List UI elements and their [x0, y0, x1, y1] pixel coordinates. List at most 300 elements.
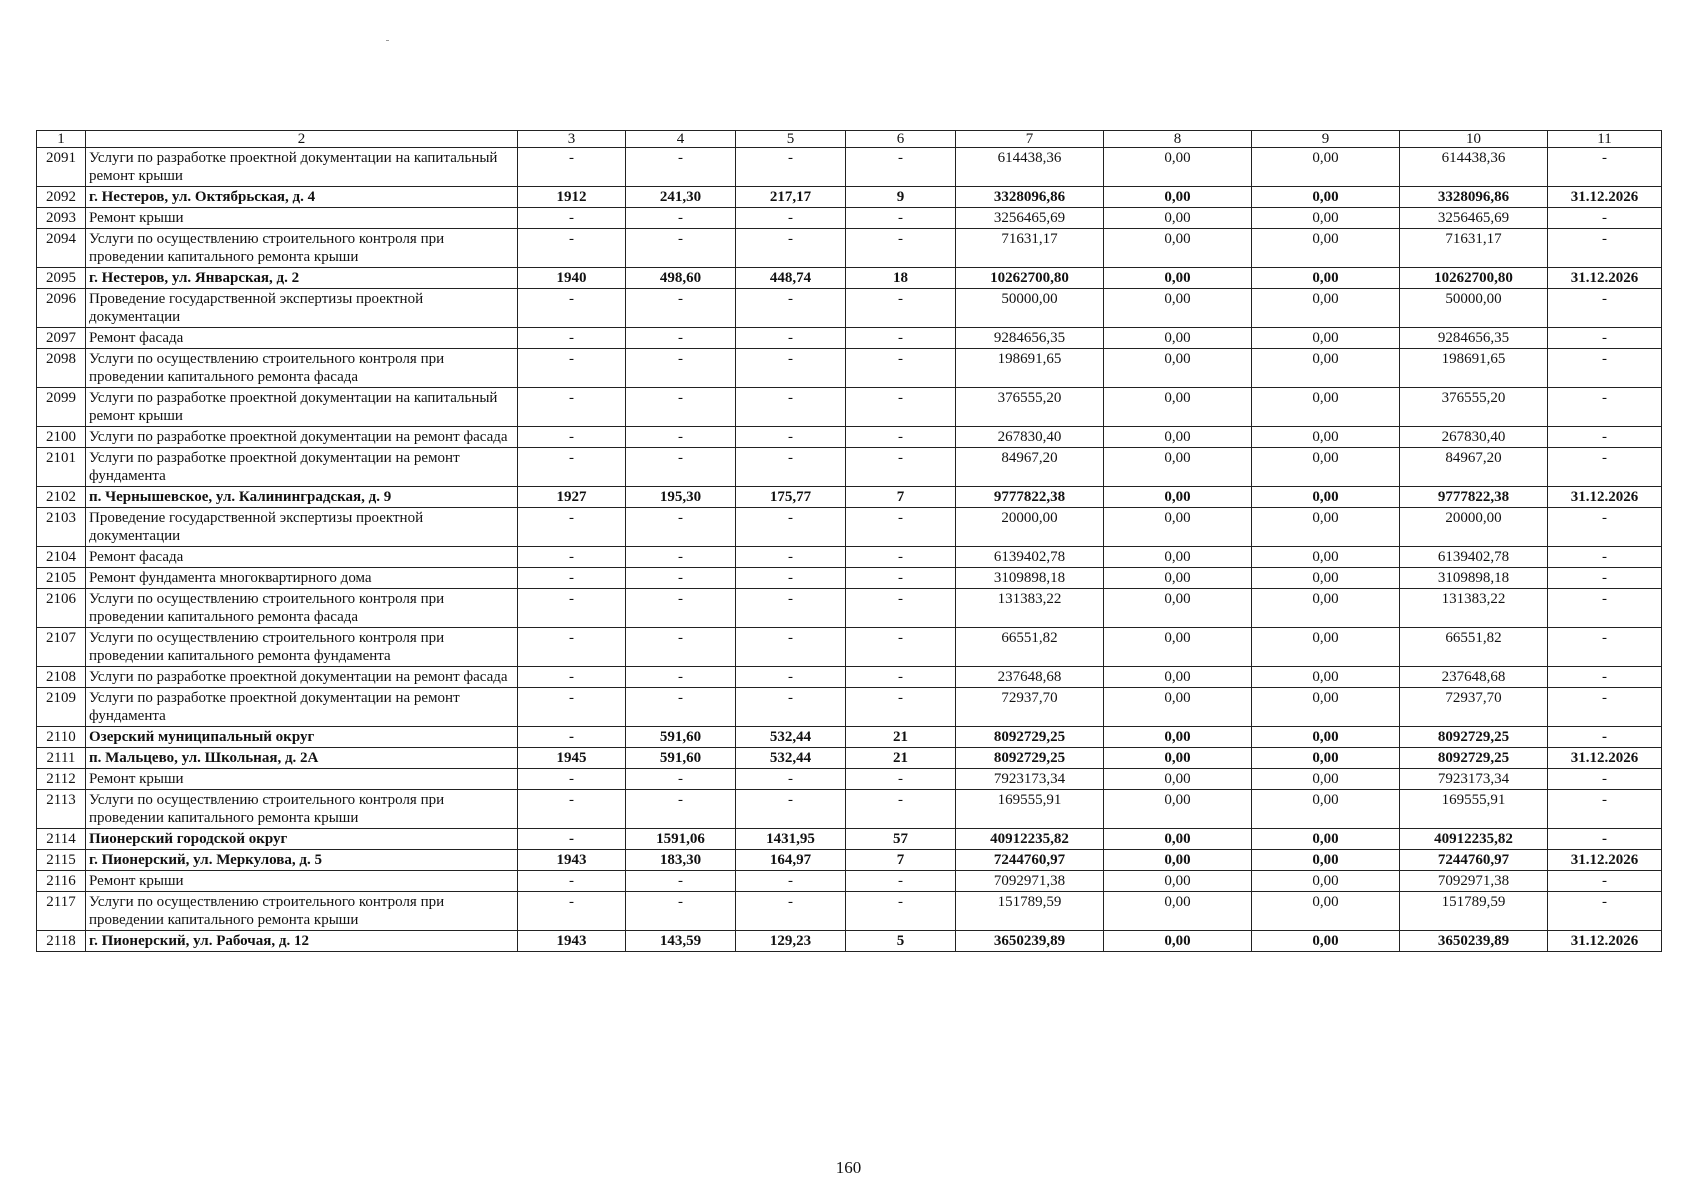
column-number-cell: 2	[86, 131, 518, 148]
cost-total-cell: 71631,17	[956, 229, 1104, 268]
table-row	[37, 589, 1662, 628]
deadline-cell: 31.12.2026	[1548, 931, 1662, 952]
cost-column-9-cell: 0,00	[1252, 388, 1400, 427]
table-body	[37, 131, 1662, 952]
area-total-cell: -	[626, 688, 736, 727]
description-cell: г. Нестеров, ул. Октябрьская, д. 4	[86, 187, 518, 208]
year-cell: 1927	[518, 487, 626, 508]
cost-column-8-cell: 0,00	[1104, 427, 1252, 448]
year-cell: 1943	[518, 931, 626, 952]
cost-total-cell: 267830,40	[956, 427, 1104, 448]
deadline-cell: 31.12.2026	[1548, 850, 1662, 871]
table-row	[37, 508, 1662, 547]
deadline-cell: -	[1548, 769, 1662, 790]
cost-column-9-cell: 0,00	[1252, 748, 1400, 769]
area-living-cell: -	[736, 871, 846, 892]
year-cell: -	[518, 667, 626, 688]
cost-total-cell: 50000,00	[956, 289, 1104, 328]
description-cell: п. Чернышевское, ул. Калининградская, д. 9	[86, 487, 518, 508]
row-number-cell: 2092	[37, 187, 86, 208]
cost-column-8-cell: 0,00	[1104, 769, 1252, 790]
cost-column-9-cell: 0,00	[1252, 871, 1400, 892]
table-row	[37, 688, 1662, 727]
area-total-cell: -	[626, 229, 736, 268]
cost-column-8-cell: 0,00	[1104, 850, 1252, 871]
year-cell: -	[518, 448, 626, 487]
description-cell: Услуги по осуществлению строительного контроля при проведении капитального ремонта крыши	[86, 892, 518, 931]
area-living-cell: -	[736, 892, 846, 931]
area-total-cell: -	[626, 871, 736, 892]
area-total-cell: -	[626, 790, 736, 829]
cost-column-9-cell: 0,00	[1252, 487, 1400, 508]
description-cell: Проведение государственной экспертизы проектной документации	[86, 508, 518, 547]
cost-column-8-cell: 0,00	[1104, 508, 1252, 547]
area-total-cell: -	[626, 892, 736, 931]
cost-total-cell: 3109898,18	[956, 568, 1104, 589]
year-cell: -	[518, 688, 626, 727]
cost-column-10-cell: 7092971,38	[1400, 871, 1548, 892]
column-number-row	[37, 131, 1662, 148]
page-number: 160	[835, 1158, 862, 1177]
cost-column-9-cell: 0,00	[1252, 892, 1400, 931]
cost-column-10-cell: 8092729,25	[1400, 727, 1548, 748]
area-living-cell: 532,44	[736, 748, 846, 769]
cost-column-9-cell: 0,00	[1252, 931, 1400, 952]
cost-column-9-cell: 0,00	[1252, 727, 1400, 748]
cost-column-10-cell: 169555,91	[1400, 790, 1548, 829]
deadline-cell: 31.12.2026	[1548, 487, 1662, 508]
cost-column-8-cell: 0,00	[1104, 487, 1252, 508]
column-number-cell: 7	[956, 131, 1104, 148]
description-cell: п. Мальцево, ул. Школьная, д. 2А	[86, 748, 518, 769]
cost-column-8-cell: 0,00	[1104, 829, 1252, 850]
area-total-cell: 143,59	[626, 931, 736, 952]
row-number-cell: 2118	[37, 931, 86, 952]
year-cell: -	[518, 328, 626, 349]
cost-total-cell: 237648,68	[956, 667, 1104, 688]
year-cell: -	[518, 589, 626, 628]
table-row	[37, 328, 1662, 349]
area-living-cell: -	[736, 148, 846, 187]
area-total-cell: -	[626, 388, 736, 427]
table-row	[37, 829, 1662, 850]
residents-cell: -	[846, 208, 956, 229]
table-row	[37, 892, 1662, 931]
area-total-cell: 241,30	[626, 187, 736, 208]
area-total-cell: -	[626, 589, 736, 628]
cost-total-cell: 10262700,80	[956, 268, 1104, 289]
cost-total-cell: 40912235,82	[956, 829, 1104, 850]
table-row	[37, 748, 1662, 769]
cost-column-9-cell: 0,00	[1252, 790, 1400, 829]
year-cell: -	[518, 727, 626, 748]
area-total-cell: -	[626, 148, 736, 187]
area-living-cell: -	[736, 427, 846, 448]
cost-column-9-cell: 0,00	[1252, 547, 1400, 568]
cost-column-9-cell: 0,00	[1252, 148, 1400, 187]
description-cell: г. Пионерский, ул. Меркулова, д. 5	[86, 850, 518, 871]
cost-total-cell: 9284656,35	[956, 328, 1104, 349]
deadline-cell: -	[1548, 328, 1662, 349]
area-living-cell: -	[736, 667, 846, 688]
residents-cell: -	[846, 229, 956, 268]
area-total-cell: -	[626, 208, 736, 229]
residents-cell: -	[846, 547, 956, 568]
cost-total-cell: 9777822,38	[956, 487, 1104, 508]
residents-cell: -	[846, 148, 956, 187]
year-cell: -	[518, 829, 626, 850]
row-number-cell: 2102	[37, 487, 86, 508]
cost-column-8-cell: 0,00	[1104, 388, 1252, 427]
row-number-cell: 2098	[37, 349, 86, 388]
cost-column-8-cell: 0,00	[1104, 229, 1252, 268]
column-number-cell: 5	[736, 131, 846, 148]
column-number-cell: 10	[1400, 131, 1548, 148]
cost-column-9-cell: 0,00	[1252, 850, 1400, 871]
area-total-cell: -	[626, 769, 736, 790]
scan-speck	[386, 40, 389, 41]
cost-column-9-cell: 0,00	[1252, 769, 1400, 790]
year-cell: -	[518, 568, 626, 589]
residents-cell: -	[846, 349, 956, 388]
row-number-cell: 2099	[37, 388, 86, 427]
table-row	[37, 268, 1662, 289]
cost-column-8-cell: 0,00	[1104, 349, 1252, 388]
table-row	[37, 547, 1662, 568]
year-cell: -	[518, 208, 626, 229]
description-cell: г. Нестеров, ул. Январская, д. 2	[86, 268, 518, 289]
column-number-cell: 3	[518, 131, 626, 148]
table-row	[37, 289, 1662, 328]
cost-column-10-cell: 20000,00	[1400, 508, 1548, 547]
area-total-cell: 195,30	[626, 487, 736, 508]
cost-total-cell: 8092729,25	[956, 748, 1104, 769]
area-living-cell: 448,74	[736, 268, 846, 289]
area-total-cell: 183,30	[626, 850, 736, 871]
area-living-cell: -	[736, 388, 846, 427]
table-row	[37, 871, 1662, 892]
area-total-cell: -	[626, 349, 736, 388]
residents-cell: -	[846, 688, 956, 727]
cost-column-8-cell: 0,00	[1104, 892, 1252, 931]
cost-total-cell: 3650239,89	[956, 931, 1104, 952]
cost-column-10-cell: 3256465,69	[1400, 208, 1548, 229]
deadline-cell: -	[1548, 148, 1662, 187]
description-cell: Услуги по разработке проектной документации на ремонт фундамента	[86, 448, 518, 487]
cost-column-9-cell: 0,00	[1252, 427, 1400, 448]
description-cell: Услуги по разработке проектной документации на ремонт фасада	[86, 667, 518, 688]
year-cell: -	[518, 508, 626, 547]
cost-column-10-cell: 66551,82	[1400, 628, 1548, 667]
residents-cell: -	[846, 628, 956, 667]
cost-column-9-cell: 0,00	[1252, 829, 1400, 850]
year-cell: -	[518, 148, 626, 187]
residents-cell: -	[846, 448, 956, 487]
area-living-cell: -	[736, 448, 846, 487]
cost-column-10-cell: 267830,40	[1400, 427, 1548, 448]
row-number-cell: 2117	[37, 892, 86, 931]
residents-cell: -	[846, 289, 956, 328]
year-cell: -	[518, 769, 626, 790]
table-row	[37, 568, 1662, 589]
cost-column-9-cell: 0,00	[1252, 448, 1400, 487]
description-cell: Проведение государственной экспертизы проектной документации	[86, 289, 518, 328]
cost-column-8-cell: 0,00	[1104, 667, 1252, 688]
row-number-cell: 2112	[37, 769, 86, 790]
cost-column-8-cell: 0,00	[1104, 148, 1252, 187]
deadline-cell: -	[1548, 229, 1662, 268]
table-row	[37, 388, 1662, 427]
area-living-cell: 532,44	[736, 727, 846, 748]
description-cell: Услуги по осуществлению строительного контроля при проведении капитального ремонта крыши	[86, 229, 518, 268]
area-living-cell: -	[736, 208, 846, 229]
cost-total-cell: 20000,00	[956, 508, 1104, 547]
cost-column-10-cell: 7923173,34	[1400, 769, 1548, 790]
year-cell: -	[518, 289, 626, 328]
cost-column-9-cell: 0,00	[1252, 289, 1400, 328]
row-number-cell: 2110	[37, 727, 86, 748]
deadline-cell: -	[1548, 547, 1662, 568]
area-living-cell: -	[736, 769, 846, 790]
description-cell: Услуги по осуществлению строительного контроля при проведении капитального ремонта фасада	[86, 589, 518, 628]
cost-column-8-cell: 0,00	[1104, 727, 1252, 748]
table-row	[37, 448, 1662, 487]
cost-column-8-cell: 0,00	[1104, 931, 1252, 952]
cost-column-8-cell: 0,00	[1104, 748, 1252, 769]
deadline-cell: -	[1548, 448, 1662, 487]
residents-cell: -	[846, 769, 956, 790]
residents-cell: 9	[846, 187, 956, 208]
year-cell: -	[518, 790, 626, 829]
description-cell: Услуги по разработке проектной документации на ремонт фундамента	[86, 688, 518, 727]
cost-column-10-cell: 3650239,89	[1400, 931, 1548, 952]
cost-column-8-cell: 0,00	[1104, 187, 1252, 208]
year-cell: 1912	[518, 187, 626, 208]
cost-column-10-cell: 237648,68	[1400, 667, 1548, 688]
year-cell: -	[518, 388, 626, 427]
area-total-cell: -	[626, 427, 736, 448]
year-cell: -	[518, 547, 626, 568]
deadline-cell: -	[1548, 349, 1662, 388]
table-row	[37, 931, 1662, 952]
description-cell: Ремонт крыши	[86, 871, 518, 892]
area-living-cell: 175,77	[736, 487, 846, 508]
residents-cell: -	[846, 892, 956, 931]
area-total-cell: 591,60	[626, 748, 736, 769]
cost-column-8-cell: 0,00	[1104, 547, 1252, 568]
deadline-cell: -	[1548, 589, 1662, 628]
row-number-cell: 2097	[37, 328, 86, 349]
description-cell: Услуги по разработке проектной документации на ремонт фасада	[86, 427, 518, 448]
row-number-cell: 2094	[37, 229, 86, 268]
area-living-cell: -	[736, 688, 846, 727]
area-living-cell: -	[736, 589, 846, 628]
deadline-cell: -	[1548, 892, 1662, 931]
deadline-cell: 31.12.2026	[1548, 187, 1662, 208]
cost-total-cell: 169555,91	[956, 790, 1104, 829]
area-total-cell: -	[626, 328, 736, 349]
cost-total-cell: 72937,70	[956, 688, 1104, 727]
row-number-cell: 2116	[37, 871, 86, 892]
residents-cell: 57	[846, 829, 956, 850]
row-number-cell: 2091	[37, 148, 86, 187]
cost-total-cell: 7092971,38	[956, 871, 1104, 892]
table-row	[37, 208, 1662, 229]
residents-cell: -	[846, 871, 956, 892]
description-cell: Услуги по осуществлению строительного контроля при проведении капитального ремонта фундамента	[86, 628, 518, 667]
row-number-cell: 2108	[37, 667, 86, 688]
area-living-cell: 1431,95	[736, 829, 846, 850]
cost-total-cell: 151789,59	[956, 892, 1104, 931]
description-cell: Услуги по осуществлению строительного контроля при проведении капитального ремонта фасада	[86, 349, 518, 388]
residents-cell: -	[846, 667, 956, 688]
area-living-cell: -	[736, 229, 846, 268]
cost-column-9-cell: 0,00	[1252, 268, 1400, 289]
cost-column-10-cell: 40912235,82	[1400, 829, 1548, 850]
deadline-cell: -	[1548, 688, 1662, 727]
row-number-cell: 2103	[37, 508, 86, 547]
cost-column-10-cell: 9777822,38	[1400, 487, 1548, 508]
deadline-cell: -	[1548, 568, 1662, 589]
column-number-cell: 11	[1548, 131, 1662, 148]
cost-column-9-cell: 0,00	[1252, 187, 1400, 208]
cost-column-10-cell: 71631,17	[1400, 229, 1548, 268]
table-row	[37, 667, 1662, 688]
residents-cell: 21	[846, 748, 956, 769]
area-living-cell: -	[736, 328, 846, 349]
year-cell: -	[518, 892, 626, 931]
area-total-cell: 1591,06	[626, 829, 736, 850]
cost-column-10-cell: 614438,36	[1400, 148, 1548, 187]
deadline-cell: -	[1548, 427, 1662, 448]
cost-column-8-cell: 0,00	[1104, 589, 1252, 628]
deadline-cell: -	[1548, 289, 1662, 328]
row-number-cell: 2105	[37, 568, 86, 589]
description-cell: Услуги по осуществлению строительного контроля при проведении капитального ремонта крыши	[86, 790, 518, 829]
cost-column-10-cell: 72937,70	[1400, 688, 1548, 727]
column-number-cell: 8	[1104, 131, 1252, 148]
row-number-cell: 2109	[37, 688, 86, 727]
cost-column-10-cell: 50000,00	[1400, 289, 1548, 328]
area-living-cell: -	[736, 349, 846, 388]
cost-column-8-cell: 0,00	[1104, 208, 1252, 229]
row-number-cell: 2095	[37, 268, 86, 289]
residents-cell: -	[846, 568, 956, 589]
description-cell: Услуги по разработке проектной документации на капитальный ремонт крыши	[86, 148, 518, 187]
area-living-cell: 129,23	[736, 931, 846, 952]
year-cell: 1945	[518, 748, 626, 769]
year-cell: 1940	[518, 268, 626, 289]
area-total-cell: -	[626, 289, 736, 328]
description-cell: Ремонт фасада	[86, 547, 518, 568]
cost-column-10-cell: 3109898,18	[1400, 568, 1548, 589]
row-number-cell: 2096	[37, 289, 86, 328]
row-number-cell: 2100	[37, 427, 86, 448]
cost-column-8-cell: 0,00	[1104, 268, 1252, 289]
description-cell: Услуги по разработке проектной документации на капитальный ремонт крыши	[86, 388, 518, 427]
row-number-cell: 2114	[37, 829, 86, 850]
area-total-cell: -	[626, 667, 736, 688]
column-number-cell: 1	[37, 131, 86, 148]
cost-column-9-cell: 0,00	[1252, 508, 1400, 547]
cost-column-10-cell: 3328096,86	[1400, 187, 1548, 208]
residents-cell: -	[846, 427, 956, 448]
cost-column-10-cell: 84967,20	[1400, 448, 1548, 487]
deadline-cell: -	[1548, 667, 1662, 688]
row-number-cell: 2101	[37, 448, 86, 487]
cost-column-10-cell: 8092729,25	[1400, 748, 1548, 769]
table-row	[37, 427, 1662, 448]
cost-total-cell: 198691,65	[956, 349, 1104, 388]
cost-column-10-cell: 131383,22	[1400, 589, 1548, 628]
area-total-cell: -	[626, 508, 736, 547]
residents-cell: -	[846, 328, 956, 349]
cost-total-cell: 376555,20	[956, 388, 1104, 427]
description-cell: Ремонт крыши	[86, 208, 518, 229]
cost-total-cell: 131383,22	[956, 589, 1104, 628]
cost-column-9-cell: 0,00	[1252, 349, 1400, 388]
cost-column-9-cell: 0,00	[1252, 208, 1400, 229]
row-number-cell: 2093	[37, 208, 86, 229]
year-cell: -	[518, 871, 626, 892]
residents-cell: 5	[846, 931, 956, 952]
column-number-cell: 6	[846, 131, 956, 148]
area-total-cell: -	[626, 568, 736, 589]
year-cell: -	[518, 427, 626, 448]
cost-column-10-cell: 7244760,97	[1400, 850, 1548, 871]
row-number-cell: 2111	[37, 748, 86, 769]
row-number-cell: 2115	[37, 850, 86, 871]
area-living-cell: -	[736, 790, 846, 829]
area-living-cell: -	[736, 628, 846, 667]
column-number-cell: 9	[1252, 131, 1400, 148]
residents-cell: 7	[846, 850, 956, 871]
cost-column-9-cell: 0,00	[1252, 568, 1400, 589]
description-cell: Ремонт крыши	[86, 769, 518, 790]
cost-total-cell: 66551,82	[956, 628, 1104, 667]
row-number-cell: 2107	[37, 628, 86, 667]
residents-cell: 18	[846, 268, 956, 289]
deadline-cell: -	[1548, 871, 1662, 892]
table-row	[37, 850, 1662, 871]
table-row	[37, 229, 1662, 268]
deadline-cell: -	[1548, 727, 1662, 748]
cost-column-10-cell: 9284656,35	[1400, 328, 1548, 349]
cost-total-cell: 3256465,69	[956, 208, 1104, 229]
table-row	[37, 628, 1662, 667]
table-row	[37, 790, 1662, 829]
area-total-cell: -	[626, 448, 736, 487]
year-cell: -	[518, 628, 626, 667]
column-number-cell: 4	[626, 131, 736, 148]
area-living-cell: 164,97	[736, 850, 846, 871]
year-cell: -	[518, 349, 626, 388]
cost-column-8-cell: 0,00	[1104, 448, 1252, 487]
cost-column-8-cell: 0,00	[1104, 568, 1252, 589]
deadline-cell: 31.12.2026	[1548, 268, 1662, 289]
row-number-cell: 2104	[37, 547, 86, 568]
description-cell: Ремонт фасада	[86, 328, 518, 349]
cost-column-9-cell: 0,00	[1252, 328, 1400, 349]
cost-column-10-cell: 151789,59	[1400, 892, 1548, 931]
cost-column-10-cell: 198691,65	[1400, 349, 1548, 388]
cost-column-10-cell: 10262700,80	[1400, 268, 1548, 289]
cost-total-cell: 6139402,78	[956, 547, 1104, 568]
area-living-cell: -	[736, 568, 846, 589]
description-cell: Озерский муниципальный округ	[86, 727, 518, 748]
cost-column-8-cell: 0,00	[1104, 628, 1252, 667]
area-living-cell: -	[736, 547, 846, 568]
